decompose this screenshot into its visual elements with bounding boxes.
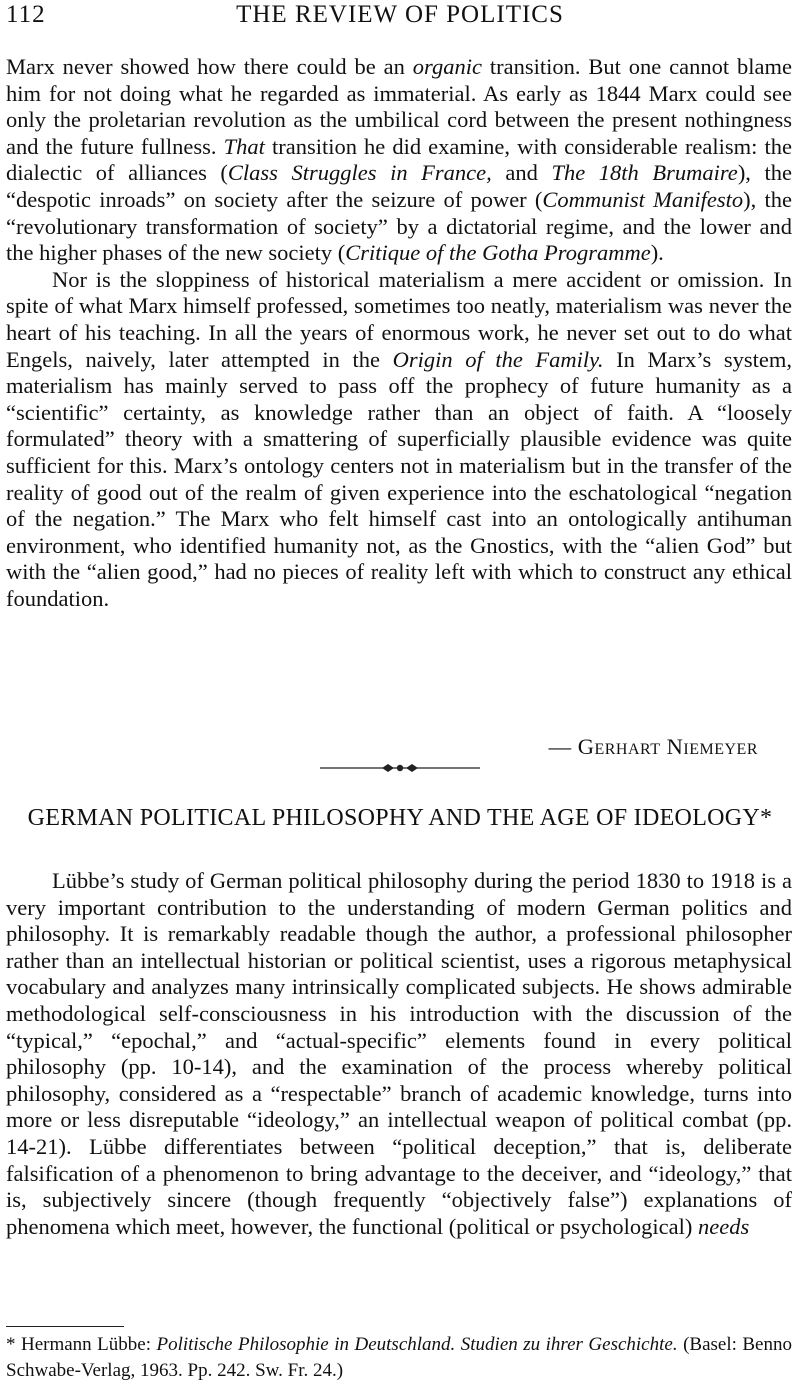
text-run: and <box>491 160 552 186</box>
text-run: transition. But one cannot blame him for not doing what he regarded as immaterial. As early as 1844 Marx could see only the proletarian revolution as the umbilical cord between the present nothingness and the future fullness. <box>6 54 793 159</box>
text-run: ). <box>650 240 664 266</box>
italic-run: That <box>223 133 265 159</box>
text-run: (Basel: Benno Schwabe-Verlag, 1963. Pp. 242. Sw. Fr. 24.) <box>6 1334 792 1381</box>
text-run: transition he did examine, with considerable realism: the dialectic of alliances ( <box>6 133 792 186</box>
italic-run: Critique of the Gotha Programme <box>345 240 651 266</box>
italic-run: organic <box>412 54 482 79</box>
italic-run: Class Struggles in France, <box>227 160 492 186</box>
italic-run: Origin of the Family. <box>392 346 604 372</box>
paragraph <box>6 267 792 613</box>
review-niemeyer-body <box>6 54 792 612</box>
footnote <box>6 1332 792 1384</box>
italic-run: needs <box>698 1213 750 1239</box>
review-title: GERMAN POLITICAL PHILOSOPHY AND THE AGE OF IDEOLOGY* <box>27 805 773 831</box>
text-run: Nor is the sloppiness of historical materialism a mere accident or omission. In spite of what Marx himself professed, sometimes too neatly, materialism was never the heart of his teaching. In all the years of enormous work, he never set out to do what Engels, naively, later attempted in the <box>6 266 792 372</box>
italic-run: The 18th Brumaire <box>551 160 738 186</box>
italic-run: Politische Philosophie in Deutschland. Studien zu ihrer Geschichte. <box>156 1334 678 1355</box>
journal-title: THE REVIEW OF POLITICS <box>236 1 564 28</box>
text-run: ), the “despotic inroads” on society after the seizure of power ( <box>6 160 793 212</box>
text-run: ), the “revolutionary transformation of society” by a dictatorial regime, and the lower and the higher phases of the new society ( <box>6 186 792 266</box>
italic-run: Communist Manifesto <box>542 186 744 212</box>
paragraph <box>6 868 792 1240</box>
review-signature: — Gerhart Niemeyer <box>548 734 758 759</box>
footnote-rule <box>6 1326 124 1327</box>
section-divider-ornament <box>320 761 480 775</box>
text-run: Marx never showed how there could be an <box>6 54 413 79</box>
text-run: In Marx’s system, materialism has mainly served to pass off the prophecy of future humanity as a “scientific” certainty, as knowledge rather than an object of faith. A “loosely formulated” theory with a smattering of superficially plausible evidence was quite sufficient for this. Marx’s ontology centers not in materialism but in the transfer of the reality of good out of the realm of given experience into the eschatological “negation of the negation.” The Marx who felt himself cast into an ontologically antihuman environment, who identified humanity not, as the Gnostics, with the “alien God” but with the “alien good,” had no pieces of reality left with which to construct any ethical foundation. <box>6 346 792 611</box>
text-run: Lübbe’s study of German political philosophy during the period 1830 to 1918 is a very important contribution to the understanding of modern German politics and philosophy. It is remarkably readable though the author, a professional philosopher rather than an intellectual historian or political scientist, uses a rigorous metaphysical vocabulary and analyzes many intrinsically complicated subjects. He shows admirable methodological self-consciousness in his introduction with the discussion of the “typical,” “epochal,” and “actual-specific” elements found in every political philosophy (pp. 10-14), and the examination of the process whereby political philosophy, considered as a “respectable” branch of academic knowledge, turns into more or less disreputable “ideology,” an intellectual weapon of political combat (pp. 14-21). Lübbe differentiates between “political deception,” that is, deliberate falsification of a phenomenon to bring advantage to the deceiver, and “ideology,” that is, subjectively sincere (though frequently “objectively false”) explanations of phenomena which meet, however, the functional (political or psychological) <box>6 868 792 1239</box>
running-head <box>6 0 794 30</box>
paragraph <box>6 54 792 267</box>
review-lubbe-body <box>6 868 792 1240</box>
page-number: 112 <box>6 1 46 28</box>
text-run: * Hermann Lübbe: <box>6 1334 157 1355</box>
